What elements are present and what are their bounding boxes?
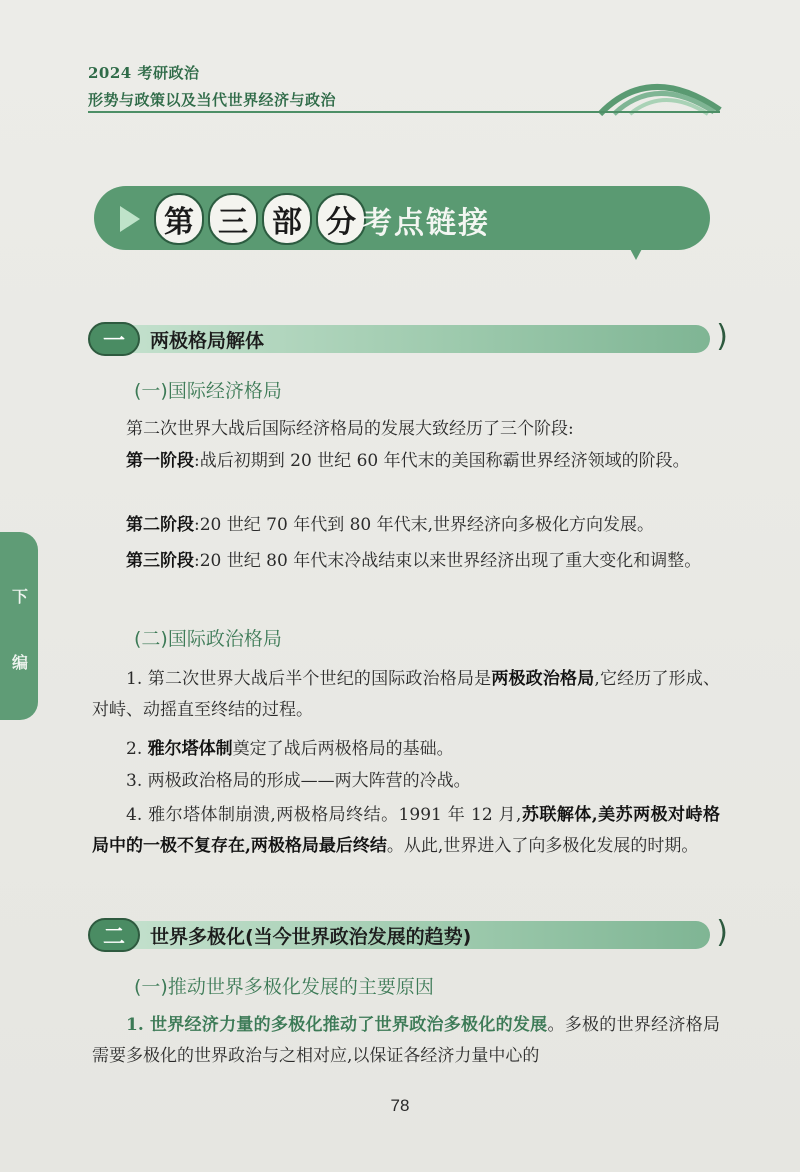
section-number: 一: [88, 322, 140, 356]
paragraph-stage3: [92, 546, 720, 577]
part-banner: [94, 186, 710, 258]
section-bracket: ): [716, 319, 728, 354]
paragraph-item2: [92, 734, 720, 765]
banner-char: 分: [316, 193, 366, 245]
item-text: 。多极的世界经济格局需要多极化的世界政治与之相对应,以保证各经济力量中心的: [92, 1015, 720, 1066]
stage-label: 第三阶段: [126, 551, 194, 571]
side-tab: [0, 532, 38, 720]
paragraph-stage2: [92, 510, 720, 541]
side-tab-char: 下: [12, 587, 29, 606]
stage-label: 第一阶段: [126, 451, 194, 471]
banner-tail: [622, 234, 650, 260]
subheading: (一)推动世界多极化发展的主要原因: [134, 976, 434, 998]
play-triangle-icon: [120, 206, 140, 232]
item-bold: 两极政治格局: [491, 669, 595, 689]
item-text: 。从此,世界进入了向多极化发展的时期。: [386, 836, 699, 856]
item-text: ,它经历了形成、对峙、动摇直至终结的过程。: [92, 669, 721, 720]
banner-char: 第: [154, 193, 204, 245]
section-header-1: [88, 319, 728, 356]
side-tab-char: 编: [12, 653, 29, 672]
header-arc-decoration: [590, 66, 726, 116]
item-text: 1. 第二次世界大战后半个世纪的国际政治格局是: [126, 669, 492, 689]
item-text: 2.: [126, 739, 148, 759]
subheading: (一)国际经济格局: [134, 380, 282, 402]
header-title: 2024 考研政治: [88, 64, 200, 82]
section-header-2: [88, 915, 728, 952]
stage-text: :20 世纪 70 年代到 80 年代末,世界经济向多极化方向发展。: [194, 515, 655, 535]
subheading: (二)国际政治格局: [134, 628, 282, 650]
page-number: 78: [390, 1096, 410, 1115]
stage-text: :20 世纪 80 年代末冷战结束以来世界经济出现了重大变化和调整。: [194, 551, 702, 571]
paragraph-stage1: [92, 446, 720, 477]
paragraph-item3: 3. 两极政治格局的形成——两大阵营的冷战。: [126, 771, 471, 791]
header-rule: [88, 111, 720, 113]
paragraph: 第二次世界大战后国际经济格局的发展大致经历了三个阶段:: [126, 419, 574, 439]
banner-chars: [154, 193, 366, 245]
banner-char: 三: [208, 193, 258, 245]
banner-char: 部: [262, 193, 312, 245]
item-bold: 苏联解体,美苏两极对峙格局中的一极不复存在,两极格局最后终结: [92, 805, 720, 856]
item-text: 奠定了战后两极格局的基础。: [232, 739, 454, 759]
banner-subtitle: 考点链接: [362, 206, 490, 241]
item-highlight: 1. 世界经济力量的多极化推动了世界政治多极化的发展: [126, 1015, 548, 1035]
section-number: 二: [88, 918, 140, 952]
section-title: 两极格局解体: [150, 330, 265, 352]
header-subtitle: 形势与政策以及当代世界经济与政治: [88, 91, 337, 109]
section-bracket: ): [716, 915, 728, 950]
paragraph-item4: [92, 800, 720, 862]
item-bold: 雅尔塔体制: [147, 739, 233, 759]
paragraph-s2-item1: [92, 1010, 720, 1072]
stage-text: :战后初期到 20 世纪 60 年代末的美国称霸世界经济领域的阶段。: [194, 451, 690, 471]
paragraph-item1: [92, 664, 720, 726]
item-text: 4. 雅尔塔体制崩溃,两极格局终结。1991 年 12 月,: [126, 805, 522, 825]
section-title: 世界多极化(当今世界政治发展的趋势): [150, 926, 472, 948]
stage-label: 第二阶段: [126, 515, 194, 535]
